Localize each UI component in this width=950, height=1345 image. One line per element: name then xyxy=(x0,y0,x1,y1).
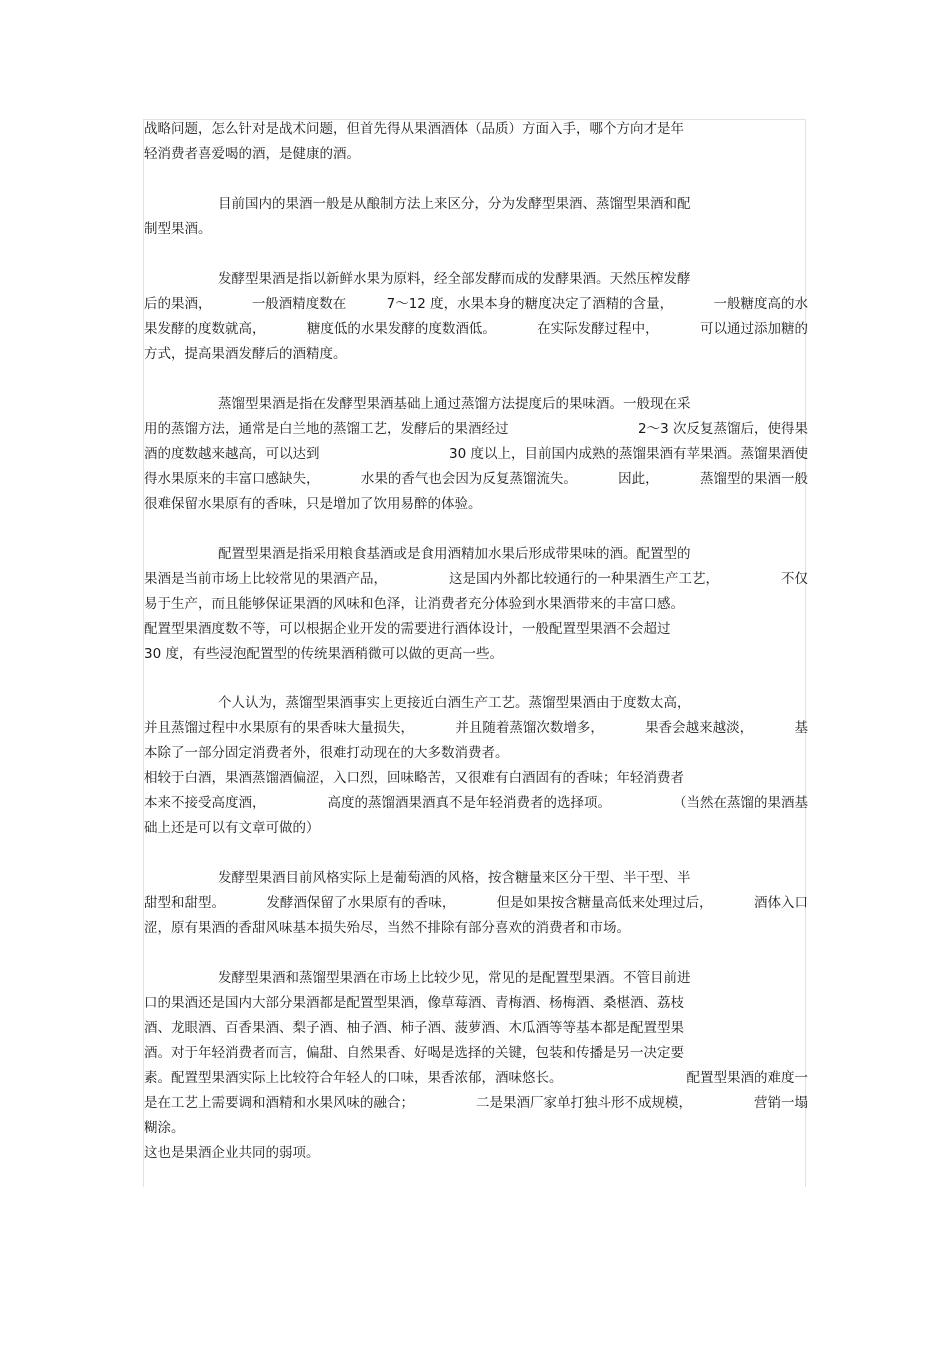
text-segment: 蒸馏型的果酒一般 xyxy=(699,471,808,487)
text-segment: 二是果酒厂家单打独斗形不成规模， xyxy=(476,1095,692,1111)
text-segment: 7～12 度，水果本身的糖度决定了酒精的含量， xyxy=(386,296,674,312)
text-line: 糊涂。 xyxy=(144,1120,185,1136)
text-line: 础上还是可以有文章可做的） xyxy=(144,820,320,836)
text-segment: 果发酵的度数就高， xyxy=(144,321,266,337)
text-segment: 这是国内外都比较通行的一种果酒生产工艺， xyxy=(449,571,719,587)
text-line: 发酵型果酒是指以新鲜水果为原料，经全部发酵而成的发酵果酒。天然压榨发酵 xyxy=(218,271,691,287)
text-line: 涩，原有果酒的香甜风味基本损失殆尽，当然不排除有部分喜欢的消费者和市场。 xyxy=(144,920,630,936)
text-line xyxy=(144,570,808,588)
text-line xyxy=(144,894,808,912)
text-segment: 但是如果按含糖量高低来处理过后， xyxy=(496,895,713,911)
text-segment: 一般糖度高的水 xyxy=(713,296,808,312)
text-line: 方式，提高果酒发酵后的酒精度。 xyxy=(144,346,347,362)
text-line xyxy=(144,719,808,737)
text-line: 配置型果酒是指采用粮食基酒或是食用酒精加水果后形成带果味的酒。配置型的 xyxy=(218,546,691,562)
text-line: 很难保留水果原有的香味，只是增加了饮用易醉的体验。 xyxy=(144,496,482,512)
text-line: 蒸馏型果酒是指在发酵型果酒基础上通过蒸馏方法提度后的果味酒。一般现在采 xyxy=(218,396,691,412)
text-segment: 并且蒸馏过程中水果原有的果香味大量损失， xyxy=(144,720,414,736)
text-line: 发酵型果酒目前风格实际上是葡萄酒的风格，按含糖量来区分干型、半干型、半 xyxy=(218,870,691,886)
text-line xyxy=(144,420,808,438)
text-line xyxy=(144,1069,808,1087)
text-segment: 30 度以上，目前国内成熟的蒸馏果酒有苹果酒。蒸馏果酒使 xyxy=(449,446,808,462)
text-segment: 果酒是当前市场上比较常见的果酒产品， xyxy=(144,571,387,587)
text-segment: 用的蒸馏方法，通常是白兰地的蒸馏工艺，发酵后的果酒经过 xyxy=(144,421,509,437)
text-segment: 酒的度数越来越高，可以达到 xyxy=(144,446,320,462)
text-segment: 基 xyxy=(794,720,808,736)
text-segment: （当然在蒸馏的果酒基 xyxy=(673,795,808,811)
text-line: 易于生产，而且能够保证果酒的风味和色泽，让消费者充分体验到水果酒带来的丰富口感。 xyxy=(144,596,684,612)
text-segment: 甜型和甜型。 xyxy=(144,895,225,911)
text-segment: 酒体入口 xyxy=(753,895,808,911)
text-segment: 发酵酒保留了水果原有的香味， xyxy=(266,895,456,911)
text-segment: 配置型果酒的难度一 xyxy=(686,1070,808,1086)
text-line xyxy=(144,445,808,463)
text-line: 30 度，有些浸泡配置型的传统果酒稍微可以做的更高一些。 xyxy=(144,646,503,662)
text-segment: 素。配置型果酒实际上比较符合年轻人的口味，果香浓郁，酒味悠长。 xyxy=(144,1070,563,1086)
text-line: 目前国内的果酒一般是从酿制方法上来区分，分为发酵型果酒、蒸馏型果酒和配 xyxy=(218,196,691,212)
text-segment: 本来不接受高度酒， xyxy=(144,795,266,811)
text-line: 口的果酒还是国内大部分果酒都是配置型果酒，像草莓酒、青梅酒、杨梅酒、桑椹酒、荔枝 xyxy=(144,995,684,1011)
text-line: 酒、龙眼酒、百香果酒、梨子酒、柚子酒、柿子酒、菠萝酒、木瓜酒等等基本都是配置型果 xyxy=(144,1020,684,1036)
text-segment: 后的果酒， xyxy=(144,296,212,312)
text-line: 这也是果酒企业共同的弱项。 xyxy=(144,1145,320,1161)
text-line: 相较于白酒，果酒蒸馏酒偏涩，入口烈，回味略苦，又很难有白酒固有的香味；年轻消费者 xyxy=(144,770,684,786)
text-line: 本除了一部分固定消费者外，很难打动现在的大多数消费者。 xyxy=(144,745,509,761)
text-segment: 可以通过添加糖的 xyxy=(699,321,808,337)
text-line: 酒。对于年轻消费者而言，偏甜、自然果香、好喝是选择的关键，包装和传播是另一决定要 xyxy=(144,1045,684,1061)
text-segment: 并且随着蒸馏次数增多， xyxy=(455,720,604,736)
text-line xyxy=(144,1094,808,1112)
text-line xyxy=(144,470,808,488)
text-line xyxy=(144,320,808,338)
text-segment: 是在工艺上需要调和酒精和水果风味的融合； xyxy=(144,1095,414,1111)
text-segment: 糖度低的水果发酵的度数酒低。 xyxy=(306,321,496,337)
text-segment: 2～3 次反复蒸馏后，使得果 xyxy=(638,421,808,437)
text-segment: 一般酒精度数在 xyxy=(251,296,347,312)
text-line: 轻消费者喜爱喝的酒，是健康的酒。 xyxy=(144,146,360,162)
text-segment: 水果的香气也会因为反复蒸馏流失。 xyxy=(360,471,577,487)
text-line: 战略问题，怎么针对是战术问题，但首先得从果酒酒体（品质）方面入手，哪个方向才是年 xyxy=(144,121,684,137)
text-segment: 高度的蒸馏酒果酒真不是年轻消费者的选择项。 xyxy=(327,795,611,811)
text-segment: 因此， xyxy=(618,471,659,487)
text-segment: 不仅 xyxy=(781,571,808,587)
text-line: 发酵型果酒和蒸馏型果酒在市场上比较少见，常见的是配置型果酒。不管目前进 xyxy=(218,970,691,986)
text-line: 制型果酒。 xyxy=(144,221,212,237)
text-segment: 在实际发酵过程中， xyxy=(537,321,659,337)
text-segment: 得水果原来的丰富口感缺失， xyxy=(144,471,320,487)
text-line xyxy=(144,295,808,313)
text-line: 配置型果酒度数不等，可以根据企业开发的需要进行酒体设计，一般配置型果酒不会超过 xyxy=(144,621,671,637)
text-segment: 果香会越来越淡， xyxy=(645,720,754,736)
text-segment: 营销一塌 xyxy=(754,1095,808,1111)
text-line: 个人认为，蒸馏型果酒事实上更接近白酒生产工艺。蒸馏型果酒由于度数太高， xyxy=(218,695,691,711)
text-line xyxy=(144,794,808,812)
